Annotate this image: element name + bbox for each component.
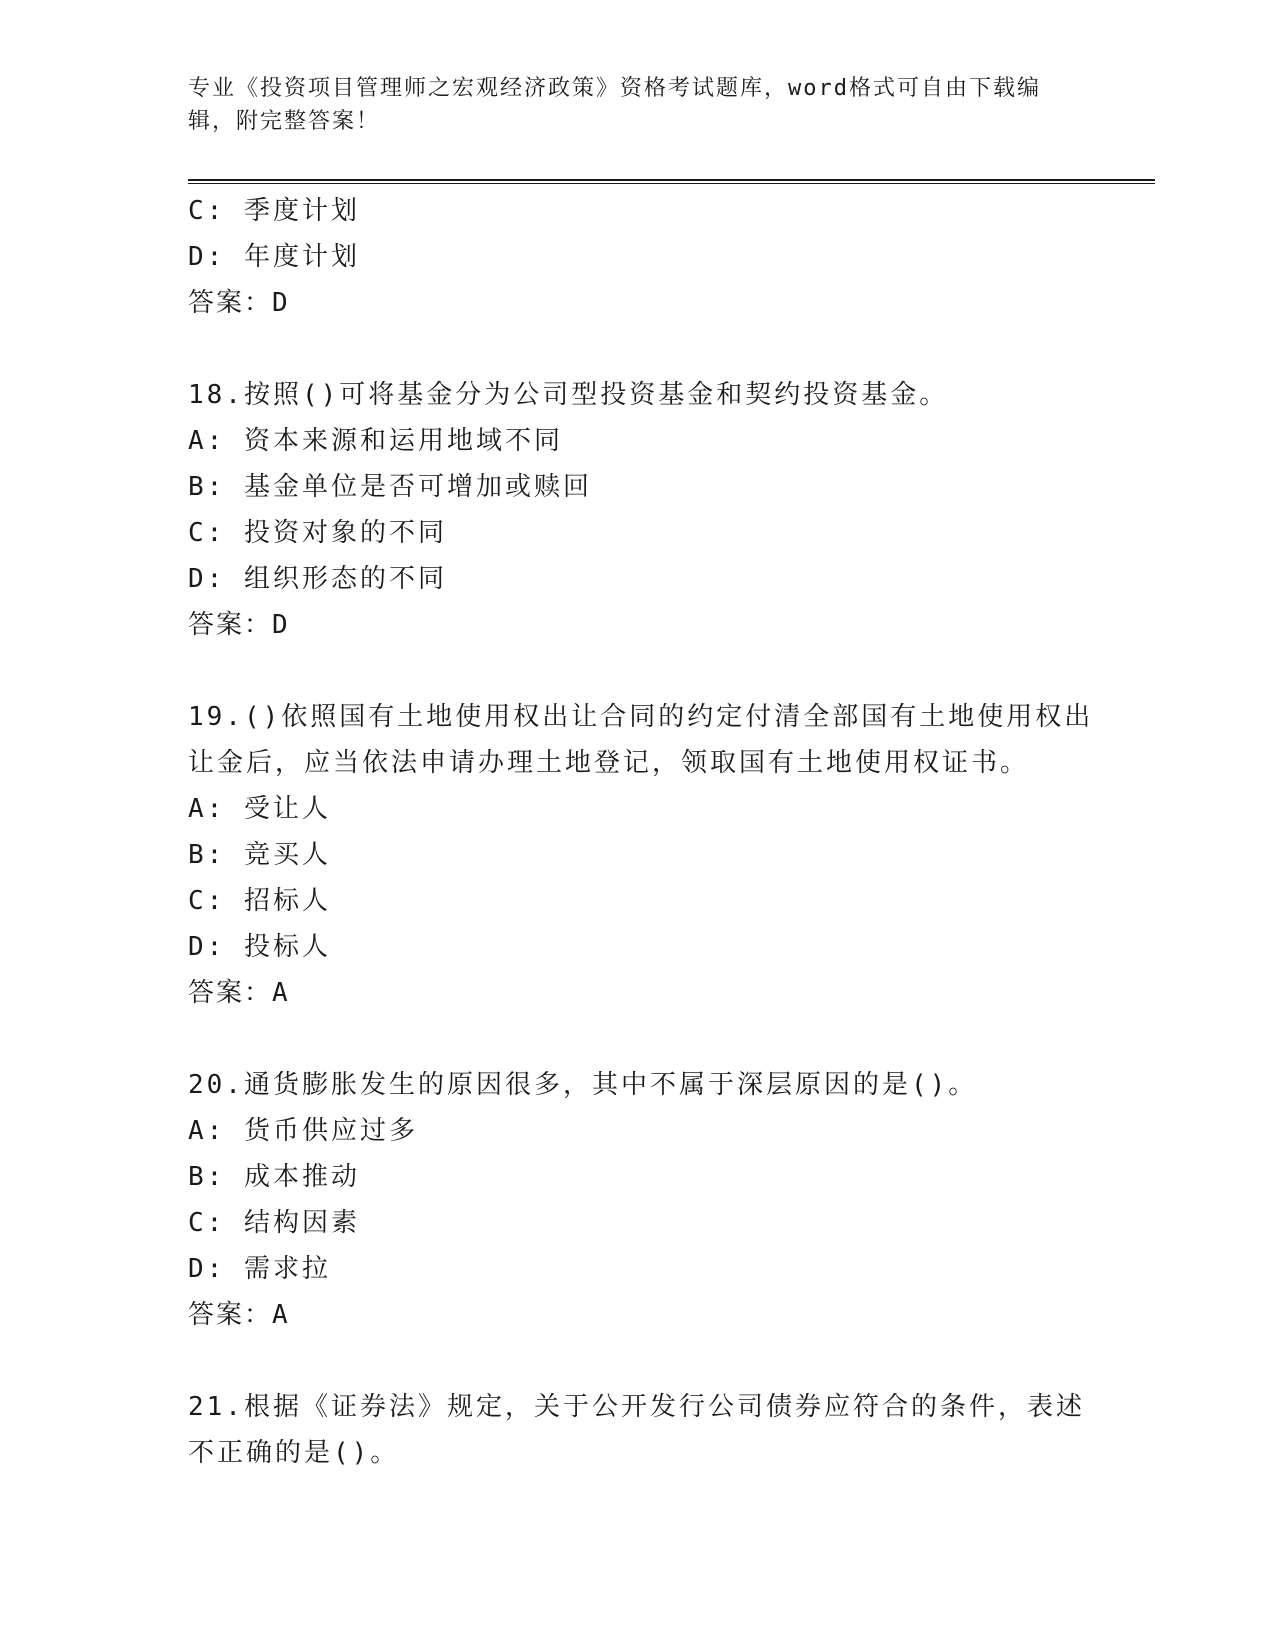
q18-option-b: B: 基金单位是否可增加或赎回 (188, 472, 592, 502)
q20-option-c: C: 结构因素 (188, 1208, 360, 1238)
document-header (188, 72, 1078, 138)
question-18 (188, 372, 1088, 648)
header-line-2: 辑，附完整答案！ (188, 109, 381, 134)
q20-option-d: D: 需求拉 (188, 1254, 331, 1284)
q21-stem-line-1: 21.根据《证券法》规定，关于公开发行公司债券应符合的条件，表述 (188, 1392, 1085, 1422)
q19-option-c: C: 招标人 (188, 886, 331, 916)
q20-option-b: B: 成本推动 (188, 1162, 360, 1192)
q18-option-d: D: 组织形态的不同 (188, 564, 447, 594)
q18-option-a: A: 资本来源和运用地域不同 (188, 426, 563, 456)
q18-option-c: C: 投资对象的不同 (188, 518, 447, 548)
q18-stem: 18.按照()可将基金分为公司型投资基金和契约投资基金。 (188, 380, 949, 410)
q19-option-b: B: 竞买人 (188, 840, 331, 870)
header-line-1: 专业《投资项目管理师之宏观经济政策》资格考试题库，word格式可自由下载编 (188, 76, 1041, 101)
header-rule-thick (188, 179, 1155, 181)
q19-option-d: D: 投标人 (188, 932, 331, 962)
question-19 (188, 694, 1094, 1016)
question-21 (188, 1384, 1088, 1476)
question-list (188, 188, 1094, 1476)
q18-answer: 答案：D (188, 610, 290, 640)
q19-answer: 答案：A (188, 978, 290, 1008)
q21-stem-line-2: 不正确的是()。 (188, 1438, 400, 1468)
q17-answer: 答案：D (188, 288, 290, 318)
q20-stem: 20.通货膨胀发生的原因很多，其中不属于深层原因的是()。 (188, 1070, 978, 1100)
question-20 (188, 1062, 1088, 1338)
spacer (188, 1016, 1088, 1062)
q19-stem-line-1: 19.()依照国有土地使用权出让合同的约定付清全部国有土地使用权出 (188, 702, 1094, 732)
header-rule-thin (188, 183, 1155, 184)
q19-stem-line-2: 让金后，应当依法申请办理土地登记，领取国有土地使用权证书。 (188, 748, 1030, 778)
q17-option-d: D: 年度计划 (188, 242, 360, 272)
q19-option-a: A: 受让人 (188, 794, 331, 824)
spacer (188, 1338, 1088, 1384)
q20-option-a: A: 货币供应过多 (188, 1116, 418, 1146)
spacer (188, 648, 1088, 694)
question-17-tail (188, 188, 1088, 326)
q20-answer: 答案：A (188, 1300, 290, 1330)
spacer (188, 326, 1088, 372)
q17-option-c: C: 季度计划 (188, 196, 360, 226)
